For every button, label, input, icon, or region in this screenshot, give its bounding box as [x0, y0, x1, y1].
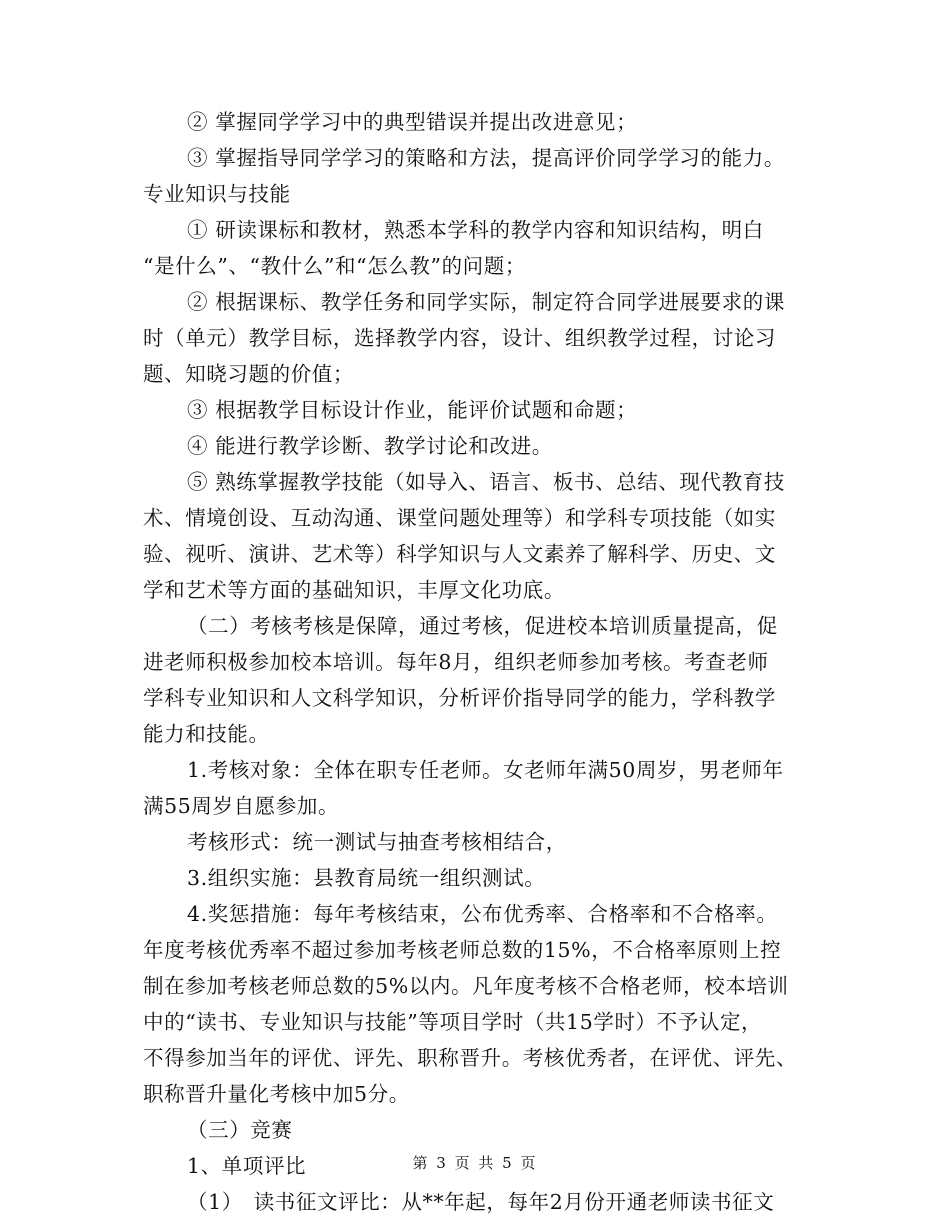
text-line: 能力和技能。	[143, 722, 270, 746]
text-line: 学科专业知识和人文科学知识，分析评价指导同学的能力，学科教学	[143, 686, 776, 710]
text-line: ⑤ 熟练掌握教学技能（如导入、语言、板书、总结、现代教育技	[187, 470, 785, 494]
text-line: 考核形式：统一测试与抽查考核相结合，	[187, 830, 567, 854]
text-line: 不得参加当年的评优、评先、职称晋升。考核优秀者，在评优、评先、	[143, 1046, 798, 1070]
text-line: 进老师积极参加校本培训。每年8月，组织老师参加考核。考查老师	[143, 650, 769, 674]
text-line: 制在参加考核老师总数的5%以内。凡年度考核不合格老师，校本培训	[143, 974, 789, 998]
text-line: 时（单元）教学目标，选择教学内容，设计、组织教学过程，讨论习	[143, 326, 776, 350]
text-line: （1） 读书征文评比：从**年起，每年2月份开通老师读书征文	[187, 1190, 775, 1214]
text-line: （三）竞赛	[187, 1118, 293, 1142]
text-line: ③ 掌握指导同学学习的策略和方法，提高评价同学学习的能力。	[187, 146, 785, 170]
text-line: 中的“读书、专业知识与技能”等项目学时（共15学时）不予认定，	[143, 1010, 763, 1034]
text-line: 职称晋升量化考核中加5分。	[143, 1082, 410, 1106]
text-line: 验、视听、演讲、艺术等）科学知识与人文素养了解科学、历史、文	[143, 542, 776, 566]
text-line: ② 根据课标、教学任务和同学实际，制定符合同学进展要求的课	[187, 290, 785, 314]
text-line: 4.奖惩措施：每年考核结束，公布优秀率、合格率和不合格率。	[187, 902, 778, 926]
text-line: 术、情境创设、互动沟通、课堂问题处理等）和学科专项技能（如实	[143, 506, 776, 530]
text-line: ③ 根据教学目标设计作业，能评价试题和命题；	[187, 398, 638, 422]
page-footer: 第 3 页 共 5 页	[412, 1154, 538, 1172]
text-line: 学和艺术等方面的基础知识，丰厚文化功底。	[143, 578, 565, 602]
text-line: 3.组织实施：县教育局统一组织测试。	[187, 866, 546, 890]
text-line: 满55周岁自愿参加。	[143, 794, 340, 818]
text-line: ① 研读课标和教材，熟悉本学科的教学内容和知识结构，明白	[187, 218, 764, 242]
document-body	[143, 104, 813, 1220]
text-line: ② 掌握同学学习中的典型错误并提出改进意见；	[187, 110, 638, 134]
text-line: ④ 能进行教学诊断、教学讨论和改进。	[187, 434, 553, 458]
text-line: “是什么”、“教什么”和“怎么教”的问题；	[143, 254, 526, 278]
text-line: 1、单项评比	[187, 1154, 307, 1178]
text-line: 题、知晓习题的价值；	[143, 362, 354, 386]
text-line: （二）考核考核是保障，通过考核，促进校本培训质量提高，促	[187, 614, 778, 638]
text-line: 1.考核对象：全体在职专任老师。女老师年满50周岁，男老师年	[187, 758, 784, 782]
text-line: 年度考核优秀率不超过参加考核老师总数的15%，不合格率原则上控	[143, 938, 782, 962]
text-line: 专业知识与技能	[143, 182, 291, 206]
